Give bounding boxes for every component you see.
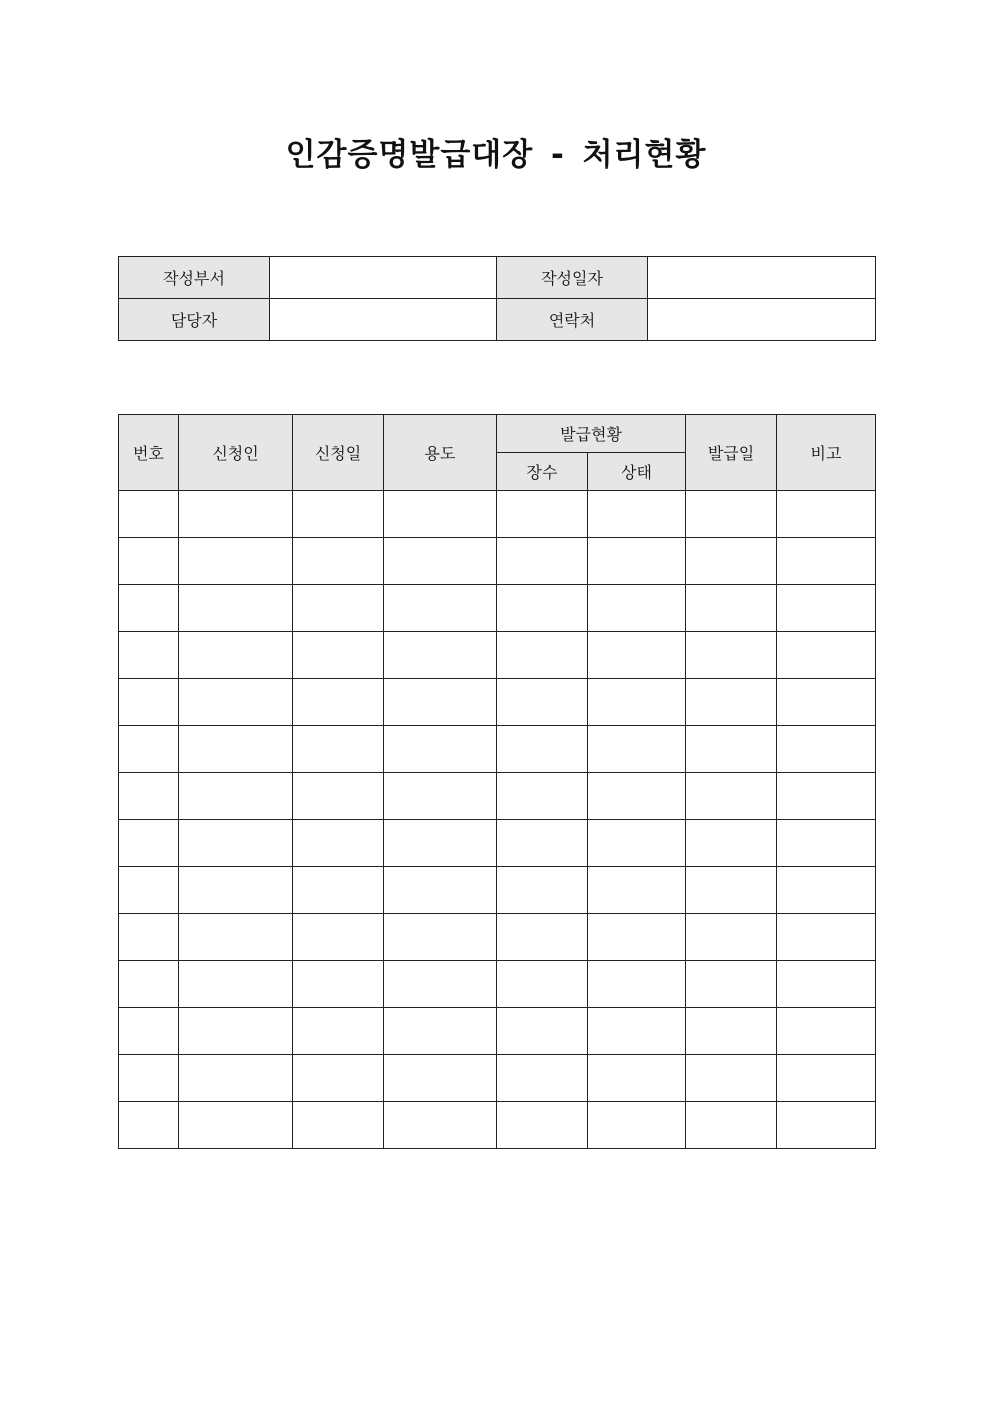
header-remarks: 비고	[777, 415, 876, 491]
cell-status[interactable]	[588, 679, 686, 726]
cell-issue-date[interactable]	[686, 632, 777, 679]
cell-apply-date[interactable]	[293, 585, 384, 632]
cell-applicant[interactable]	[179, 1008, 293, 1055]
cell-applicant[interactable]	[179, 820, 293, 867]
cell-apply-date[interactable]	[293, 538, 384, 585]
cell-applicant[interactable]	[179, 914, 293, 961]
cell-copies[interactable]	[497, 914, 588, 961]
cell-no[interactable]	[119, 491, 179, 538]
cell-purpose[interactable]	[384, 679, 497, 726]
cell-purpose[interactable]	[384, 1055, 497, 1102]
cell-status[interactable]	[588, 585, 686, 632]
cell-remarks[interactable]	[777, 726, 876, 773]
cell-purpose[interactable]	[384, 632, 497, 679]
cell-purpose[interactable]	[384, 1102, 497, 1149]
cell-status[interactable]	[588, 726, 686, 773]
cell-purpose[interactable]	[384, 491, 497, 538]
cell-remarks[interactable]	[777, 538, 876, 585]
cell-remarks[interactable]	[777, 632, 876, 679]
cell-no[interactable]	[119, 961, 179, 1008]
cell-copies[interactable]	[497, 632, 588, 679]
cell-status[interactable]	[588, 1055, 686, 1102]
cell-copies[interactable]	[497, 1008, 588, 1055]
header-status: 상태	[588, 453, 686, 491]
cell-purpose[interactable]	[384, 538, 497, 585]
table-row	[119, 538, 876, 585]
cell-purpose[interactable]	[384, 726, 497, 773]
cell-purpose[interactable]	[384, 773, 497, 820]
cell-applicant[interactable]	[179, 491, 293, 538]
table-row	[119, 1102, 876, 1149]
cell-apply-date[interactable]	[293, 1055, 384, 1102]
manager-field[interactable]	[270, 299, 497, 341]
header-no: 번호	[119, 415, 179, 491]
cell-issue-date[interactable]	[686, 1055, 777, 1102]
header-purpose: 용도	[384, 415, 497, 491]
cell-purpose[interactable]	[384, 914, 497, 961]
table-row	[119, 867, 876, 914]
cell-no[interactable]	[119, 914, 179, 961]
info-row	[119, 257, 876, 299]
table-row	[119, 1055, 876, 1102]
cell-status[interactable]	[588, 914, 686, 961]
cell-issue-date[interactable]	[686, 867, 777, 914]
page-title: 인감증명발급대장 - 처리현황	[285, 137, 707, 173]
cell-copies[interactable]	[497, 491, 588, 538]
cell-no[interactable]	[119, 726, 179, 773]
cell-apply-date[interactable]	[293, 679, 384, 726]
cell-purpose[interactable]	[384, 1008, 497, 1055]
contact-label: 연락처	[497, 299, 648, 341]
date-label: 작성일자	[497, 257, 648, 299]
cell-status[interactable]	[588, 538, 686, 585]
cell-applicant[interactable]	[179, 679, 293, 726]
table-row	[119, 632, 876, 679]
cell-issue-date[interactable]	[686, 491, 777, 538]
cell-copies[interactable]	[497, 585, 588, 632]
cell-status[interactable]	[588, 961, 686, 1008]
document-info-table	[118, 256, 876, 341]
cell-issue-date[interactable]	[686, 820, 777, 867]
cell-issue-date[interactable]	[686, 538, 777, 585]
table-row	[119, 820, 876, 867]
table-row	[119, 961, 876, 1008]
cell-no[interactable]	[119, 1055, 179, 1102]
cell-applicant[interactable]	[179, 961, 293, 1008]
contact-field[interactable]	[648, 299, 876, 341]
cell-no[interactable]	[119, 538, 179, 585]
cell-apply-date[interactable]	[293, 491, 384, 538]
cell-status[interactable]	[588, 491, 686, 538]
cell-copies[interactable]	[497, 1055, 588, 1102]
dept-label: 작성부서	[119, 257, 270, 299]
cell-remarks[interactable]	[777, 773, 876, 820]
cell-issue-date[interactable]	[686, 679, 777, 726]
cell-no[interactable]	[119, 679, 179, 726]
table-row	[119, 679, 876, 726]
cell-copies[interactable]	[497, 867, 588, 914]
cell-apply-date[interactable]	[293, 1008, 384, 1055]
cell-no[interactable]	[119, 632, 179, 679]
cell-applicant[interactable]	[179, 773, 293, 820]
cell-purpose[interactable]	[384, 585, 497, 632]
cell-applicant[interactable]	[179, 632, 293, 679]
cell-remarks[interactable]	[777, 820, 876, 867]
header-apply-date: 신청일	[293, 415, 384, 491]
issuance-register-table	[118, 414, 876, 1149]
cell-apply-date[interactable]	[293, 726, 384, 773]
table-row	[119, 914, 876, 961]
cell-copies[interactable]	[497, 726, 588, 773]
cell-remarks[interactable]	[777, 914, 876, 961]
cell-apply-date[interactable]	[293, 867, 384, 914]
cell-remarks[interactable]	[777, 679, 876, 726]
cell-status[interactable]	[588, 1008, 686, 1055]
cell-remarks[interactable]	[777, 491, 876, 538]
cell-no[interactable]	[119, 1102, 179, 1149]
info-row	[119, 299, 876, 341]
cell-remarks[interactable]	[777, 1055, 876, 1102]
cell-no[interactable]	[119, 773, 179, 820]
cell-copies[interactable]	[497, 773, 588, 820]
cell-apply-date[interactable]	[293, 820, 384, 867]
cell-remarks[interactable]	[777, 1008, 876, 1055]
table-row	[119, 1008, 876, 1055]
cell-issue-date[interactable]	[686, 726, 777, 773]
cell-status[interactable]	[588, 632, 686, 679]
cell-applicant[interactable]	[179, 726, 293, 773]
header-copies: 장수	[497, 453, 588, 491]
cell-remarks[interactable]	[777, 961, 876, 1008]
header-issue-status: 발급현황	[497, 415, 686, 453]
cell-no[interactable]	[119, 1008, 179, 1055]
table-row	[119, 491, 876, 538]
cell-apply-date[interactable]	[293, 914, 384, 961]
cell-issue-date[interactable]	[686, 1008, 777, 1055]
cell-remarks[interactable]	[777, 585, 876, 632]
cell-copies[interactable]	[497, 538, 588, 585]
cell-no[interactable]	[119, 585, 179, 632]
cell-copies[interactable]	[497, 961, 588, 1008]
cell-remarks[interactable]	[777, 867, 876, 914]
cell-remarks[interactable]	[777, 1102, 876, 1149]
header-row	[119, 415, 876, 453]
cell-applicant[interactable]	[179, 538, 293, 585]
table-row	[119, 726, 876, 773]
cell-apply-date[interactable]	[293, 961, 384, 1008]
header-issue-date: 발급일	[686, 415, 777, 491]
cell-no[interactable]	[119, 820, 179, 867]
cell-applicant[interactable]	[179, 867, 293, 914]
dept-field[interactable]	[270, 257, 497, 299]
cell-applicant[interactable]	[179, 1055, 293, 1102]
table-row	[119, 773, 876, 820]
cell-apply-date[interactable]	[293, 1102, 384, 1149]
cell-status[interactable]	[588, 1102, 686, 1149]
cell-status[interactable]	[588, 867, 686, 914]
cell-status[interactable]	[588, 820, 686, 867]
table-row	[119, 585, 876, 632]
date-field[interactable]	[648, 257, 876, 299]
cell-copies[interactable]	[497, 1102, 588, 1149]
cell-purpose[interactable]	[384, 820, 497, 867]
cell-issue-date[interactable]	[686, 1102, 777, 1149]
cell-issue-date[interactable]	[686, 961, 777, 1008]
cell-purpose[interactable]	[384, 961, 497, 1008]
manager-label: 담당자	[119, 299, 270, 341]
cell-apply-date[interactable]	[293, 632, 384, 679]
cell-issue-date[interactable]	[686, 914, 777, 961]
cell-apply-date[interactable]	[293, 773, 384, 820]
cell-applicant[interactable]	[179, 585, 293, 632]
cell-copies[interactable]	[497, 820, 588, 867]
header-applicant: 신청인	[179, 415, 293, 491]
cell-status[interactable]	[588, 773, 686, 820]
cell-copies[interactable]	[497, 679, 588, 726]
cell-issue-date[interactable]	[686, 585, 777, 632]
cell-applicant[interactable]	[179, 1102, 293, 1149]
cell-purpose[interactable]	[384, 867, 497, 914]
cell-issue-date[interactable]	[686, 773, 777, 820]
cell-no[interactable]	[119, 867, 179, 914]
